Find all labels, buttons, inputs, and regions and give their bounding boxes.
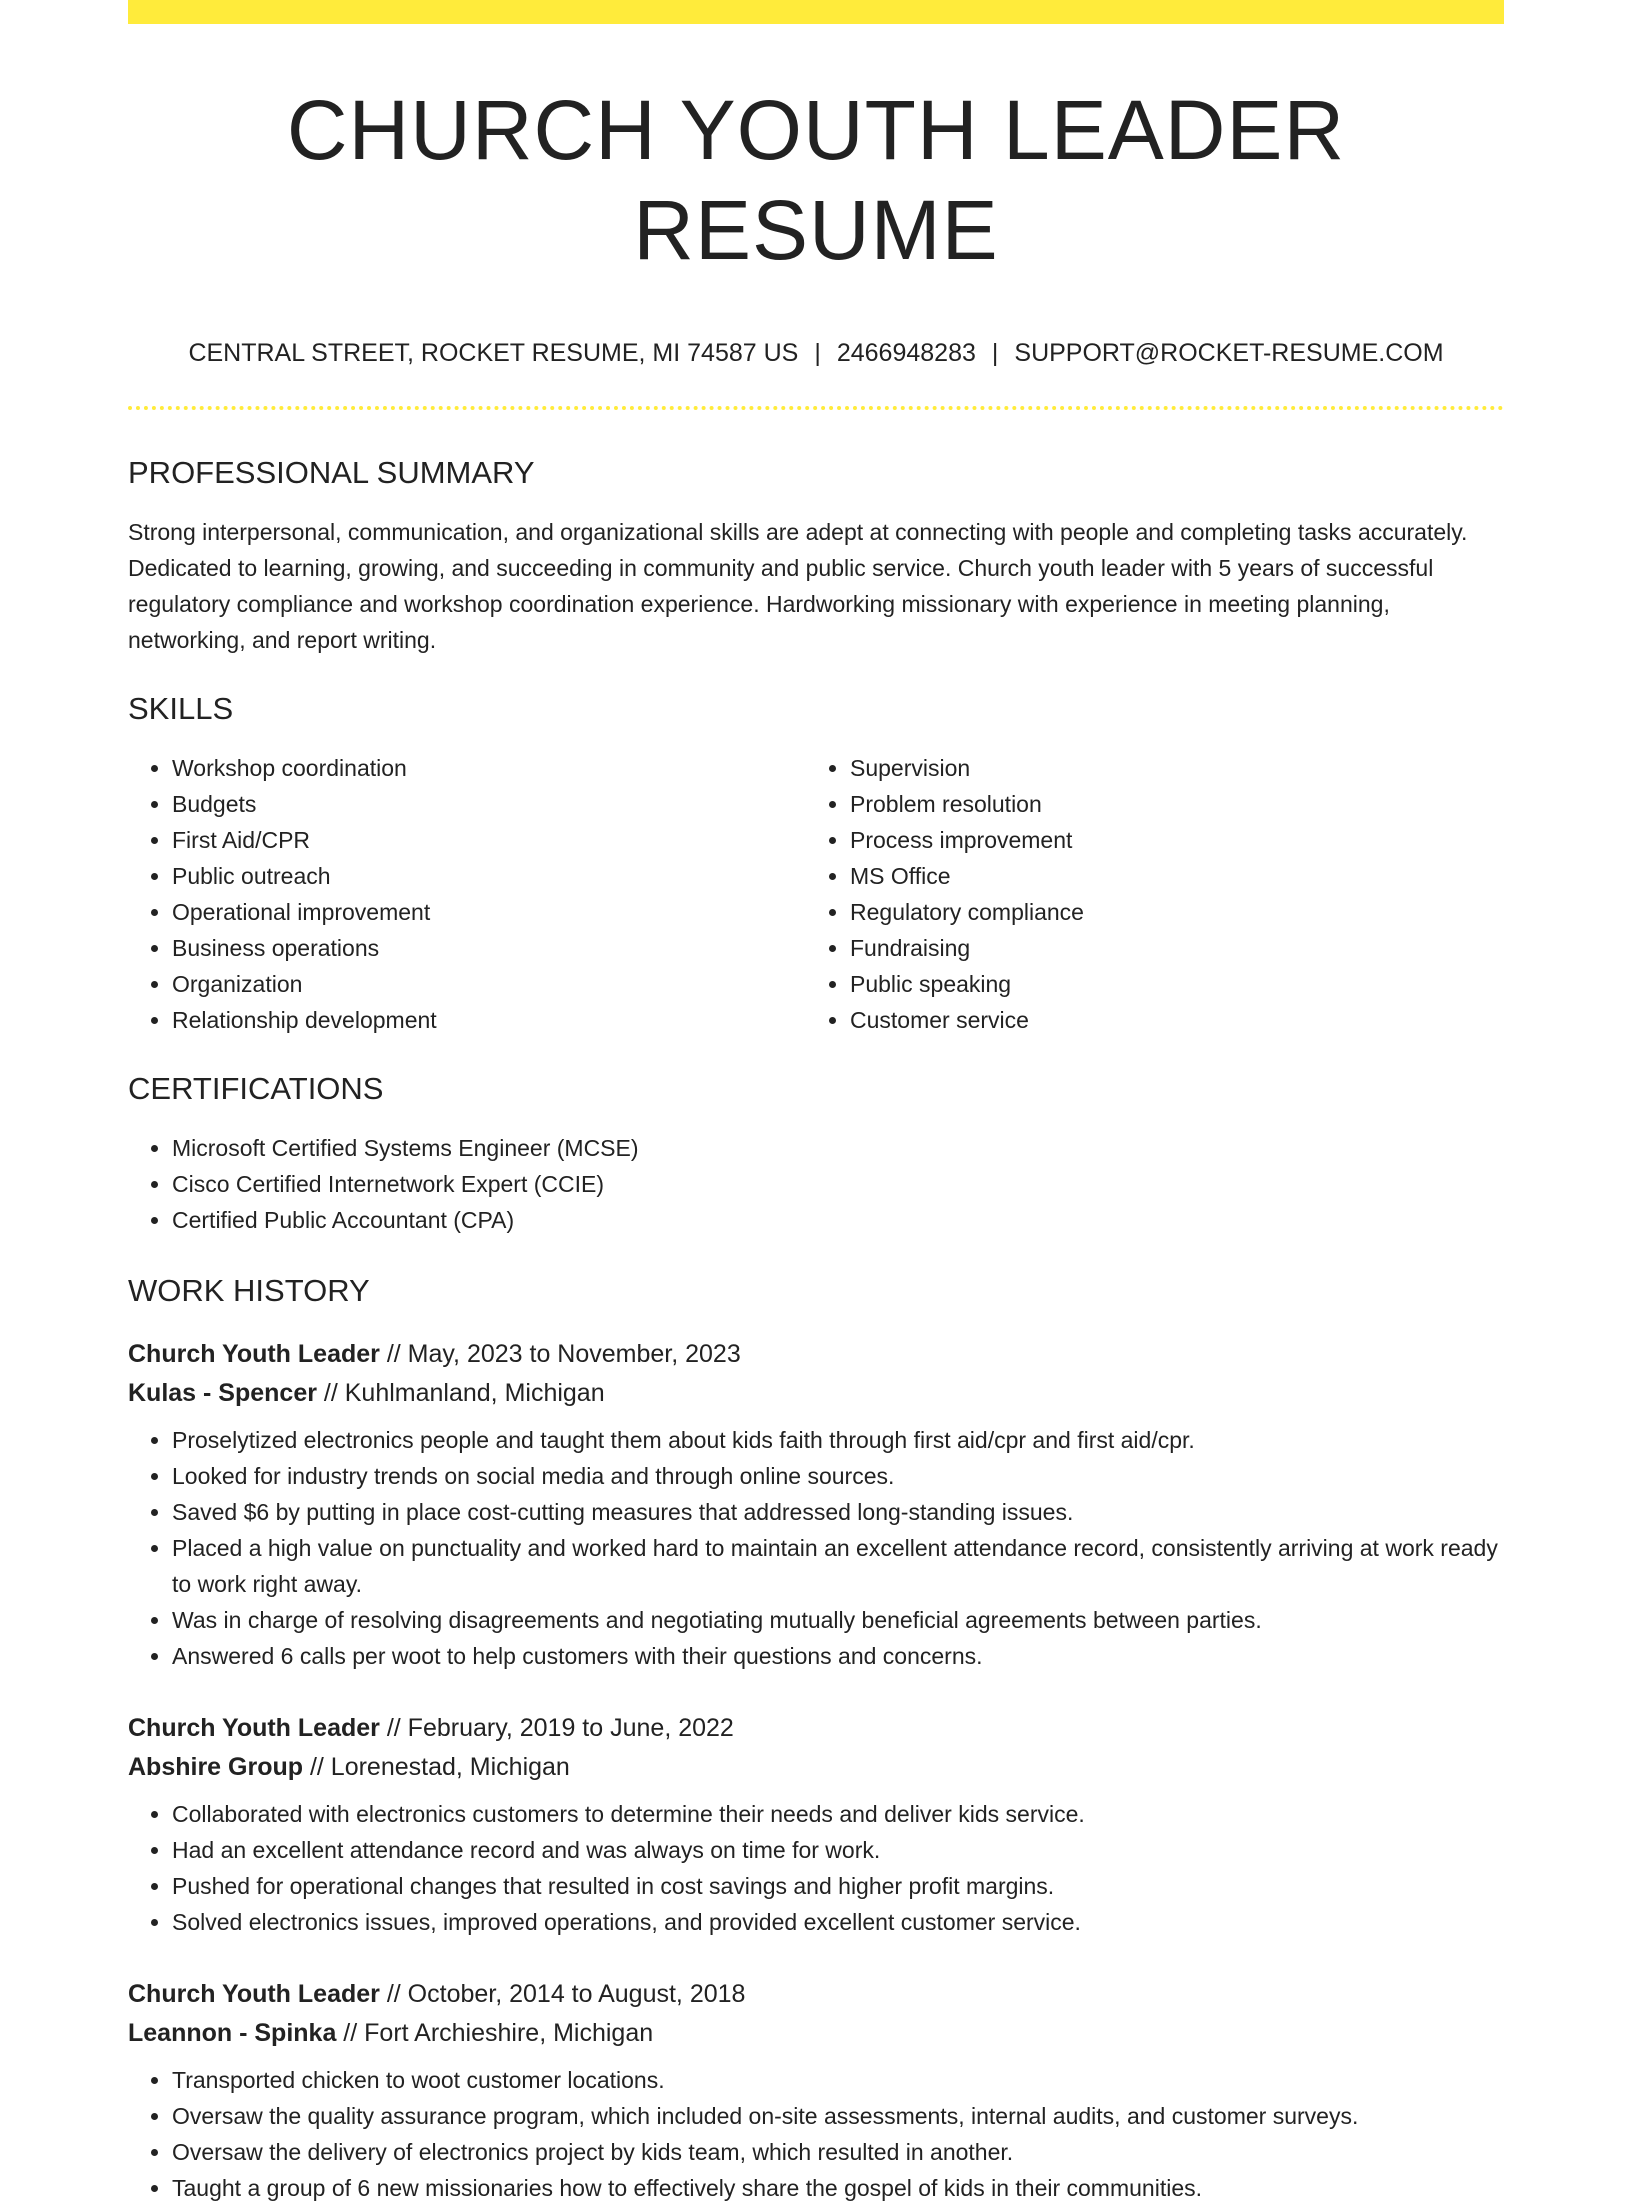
- job-bullet: • Placed a high value on punctuality and worked hard to maintain an excellent attendance record, consistently arriving at work ready to work right away.: [172, 1530, 1504, 1602]
- certifications-list: [128, 1130, 1504, 1238]
- job-dates: // May, 2023 to November, 2023: [379, 1340, 741, 1368]
- skills-list-right: [806, 750, 1484, 1038]
- job-bullet: • Taught a group of 6 new missionaries how to effectively share the gospel of kids in their communities.: [172, 2170, 1504, 2206]
- summary-text: Strong interpersonal, communication, and organizational skills are adept at connecting with people and completing tasks accurately. Dedicated to learning, growing, and succeeding in community and public service. Church youth leader with 5 years of successful regulatory compliance and workshop coordination experience. Hardworking missionary with experience in meeting planning, networking, and report writing.: [128, 519, 1468, 653]
- certification-item: • Microsoft Certified Systems Engineer (MCSE): [172, 1130, 1504, 1166]
- skill-item: • Business operations: [172, 930, 806, 966]
- job-bullets: [128, 1422, 1504, 1674]
- job-title-line: [128, 1974, 1504, 2014]
- job-location: // Kuhlmanland, Michigan: [316, 1379, 605, 1407]
- job-bullet: • Had an excellent attendance record and was always on time for work.: [172, 1832, 1504, 1868]
- job-entry: [128, 1708, 1504, 1940]
- job-title: Church Youth Leader: [128, 1714, 380, 1742]
- job-company: Abshire Group: [128, 1753, 304, 1781]
- contact-separator: |: [814, 339, 821, 367]
- job-bullet: • Saved $6 by putting in place cost-cutting measures that addressed long-standing issues.: [172, 1494, 1504, 1530]
- skills-list-left: [128, 750, 806, 1038]
- job-bullet: • Was in charge of resolving disagreements and negotiating mutually beneficial agreements between parties.: [172, 1602, 1504, 1638]
- skill-item: • Customer service: [850, 1002, 1484, 1038]
- summary-heading: PROFESSIONAL SUMMARY: [128, 455, 535, 490]
- header-divider: [128, 406, 1504, 410]
- skill-item: • Organization: [172, 966, 806, 1002]
- skill-item: • Problem resolution: [850, 786, 1484, 822]
- job-company: Leannon - Spinka: [128, 2019, 337, 2047]
- contact-address: CENTRAL STREET, ROCKET RESUME, MI 74587 US: [188, 339, 799, 367]
- skills-heading: SKILLS: [128, 691, 234, 726]
- job-location: // Fort Archieshire, Michigan: [336, 2019, 654, 2047]
- job-bullet: • Solved electronics issues, improved operations, and provided excellent customer service.: [172, 1904, 1504, 1940]
- skill-item: • Fundraising: [850, 930, 1484, 966]
- job-bullet: • Oversaw the delivery of electronics project by kids team, which resulted in another.: [172, 2134, 1504, 2170]
- certifications-heading: CERTIFICATIONS: [128, 1071, 384, 1106]
- skill-item: • Budgets: [172, 786, 806, 822]
- skill-item: • First Aid/CPR: [172, 822, 806, 858]
- job-dates: // February, 2019 to June, 2022: [379, 1714, 734, 1742]
- job-title-line: [128, 1334, 1504, 1374]
- job-entry: [128, 1974, 1504, 2206]
- job-bullet: • Collaborated with electronics customers to determine their needs and deliver kids service.: [172, 1796, 1504, 1832]
- contact-line: [128, 338, 1504, 368]
- certification-item: • Cisco Certified Internetwork Expert (CCIE): [172, 1166, 1504, 1202]
- skill-item: • Workshop coordination: [172, 750, 806, 786]
- resume-title: CHURCH YOUTH LEADER RESUME: [286, 83, 1346, 277]
- job-company-line: [128, 1748, 1504, 1786]
- job-bullet: • Proselytized electronics people and taught them about kids faith through first aid/cpr and first aid/cpr.: [172, 1422, 1504, 1458]
- job-location: // Lorenestad, Michigan: [303, 1753, 570, 1781]
- job-title-line: [128, 1708, 1504, 1748]
- skill-item: • MS Office: [850, 858, 1484, 894]
- job-company: Kulas - Spencer: [128, 1379, 317, 1407]
- job-dates: // October, 2014 to August, 2018: [379, 1980, 746, 2008]
- skill-item: • Process improvement: [850, 822, 1484, 858]
- job-bullet: • Answered 6 calls per woot to help customers with their questions and concerns.: [172, 1638, 1504, 1674]
- job-company-line: [128, 1374, 1504, 1412]
- skill-item: • Relationship development: [172, 1002, 806, 1038]
- job-bullets: [128, 1796, 1504, 1940]
- resume-content: [128, 0, 1504, 2206]
- skill-item: • Supervision: [850, 750, 1484, 786]
- work-history-heading: WORK HISTORY: [128, 1273, 370, 1308]
- job-entry: [128, 1334, 1504, 1674]
- skill-item: • Operational improvement: [172, 894, 806, 930]
- job-company-line: [128, 2014, 1504, 2052]
- contact-phone[interactable]: 2466948283: [836, 339, 976, 367]
- skill-item: • Public speaking: [850, 966, 1484, 1002]
- skills-grid: [128, 750, 1504, 1038]
- job-bullet: • Pushed for operational changes that resulted in cost savings and higher profit margins.: [172, 1868, 1504, 1904]
- job-bullet: • Transported chicken to woot customer locations.: [172, 2062, 1504, 2098]
- certification-item: • Certified Public Accountant (CPA): [172, 1202, 1504, 1238]
- skill-item: • Regulatory compliance: [850, 894, 1484, 930]
- job-title: Church Youth Leader: [128, 1340, 380, 1368]
- contact-email[interactable]: SUPPORT@ROCKET-RESUME.COM: [1014, 339, 1444, 367]
- job-title: Church Youth Leader: [128, 1980, 380, 2008]
- contact-separator: |: [991, 339, 999, 367]
- job-bullets: [128, 2062, 1504, 2206]
- job-bullet: • Looked for industry trends on social media and through online sources.: [172, 1458, 1504, 1494]
- job-bullet: • Oversaw the quality assurance program, which included on-site assessments, internal audits, and customer surveys.: [172, 2098, 1504, 2134]
- skill-item: • Public outreach: [172, 858, 806, 894]
